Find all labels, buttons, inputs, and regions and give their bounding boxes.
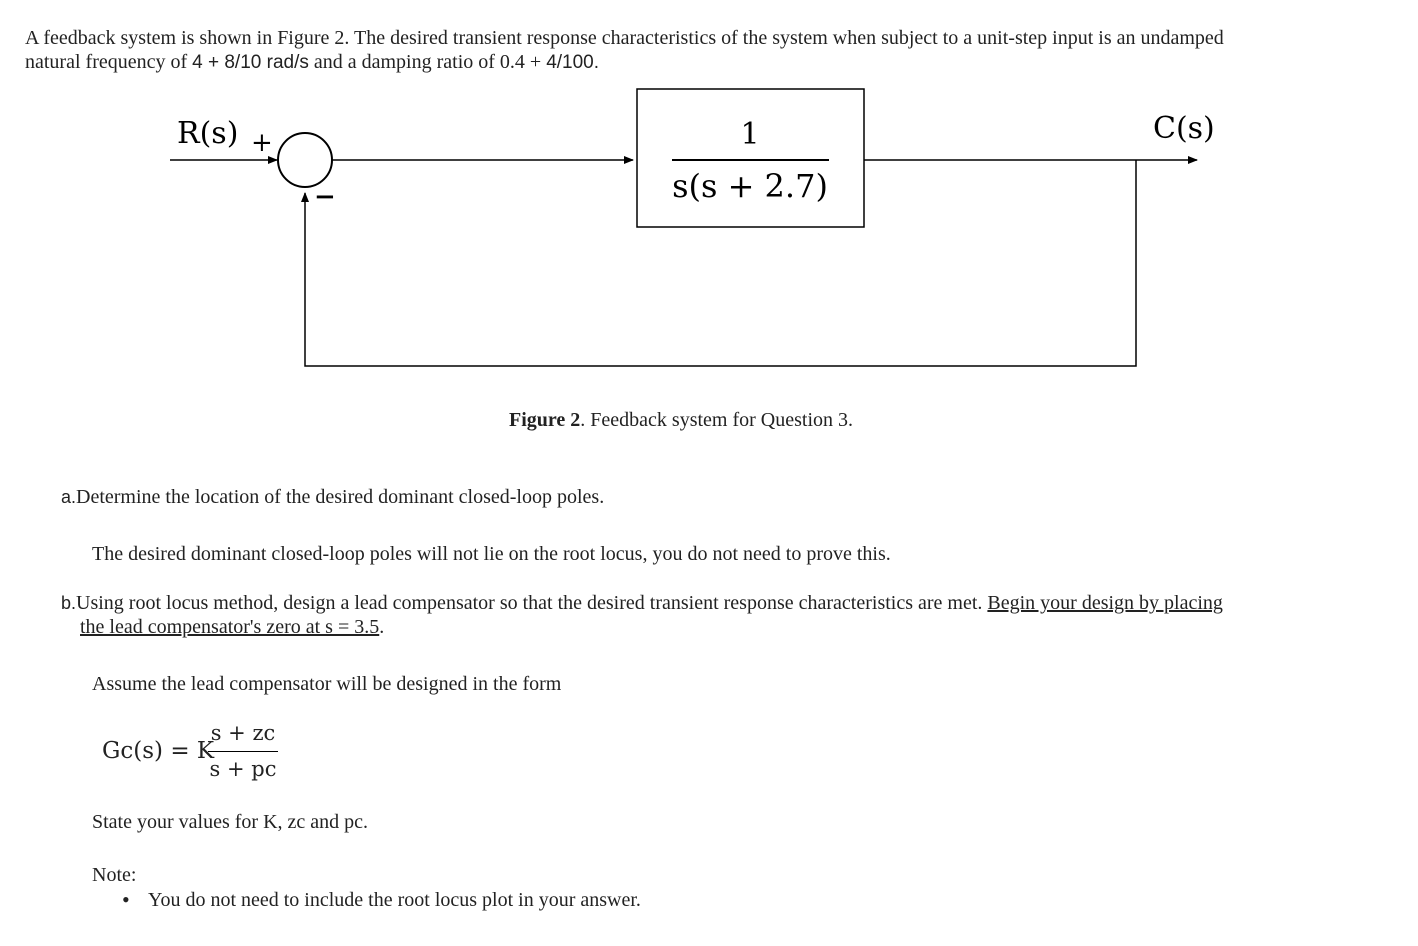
natural-frequency-value: 4 + 8/10 rad/s <box>192 52 309 73</box>
minus-sign: − <box>314 182 336 212</box>
part-a-note: The desired dominant closed-loop poles will not lie on the root locus, you do not need to prove this. <box>92 543 891 565</box>
part-a-text: Determine the location of the desired dominant closed-loop poles. <box>76 486 605 508</box>
part-b-line-2-end: . <box>379 616 385 638</box>
note-list-item: • You do not need to include the root locus plot in your answer. <box>148 888 641 912</box>
figure-caption-rest: . Feedback system for Question 3. <box>580 409 854 431</box>
part-b-text: Using root locus method, design a lead compensator so that the desired transient response characteristics are met. <box>76 592 988 614</box>
tf-numerator: 1 <box>740 117 760 152</box>
part-b-marker: b. <box>61 593 77 613</box>
plus-sign: + <box>251 128 273 158</box>
intro-line-2-start: natural frequency of <box>25 51 193 73</box>
intro-line-1: A feedback system is shown in Figure 2. The desired transient response characteristics of the system when subject to a unit-step input is an undamped <box>25 27 1224 49</box>
state-values-text: State your values for K, zc and pc. <box>92 811 369 833</box>
intro-line-2-mid: and a damping ratio of <box>308 51 500 73</box>
equation-denominator: s + pc <box>209 757 277 781</box>
equation-lhs: Gc(s) = K <box>102 738 215 764</box>
damping-ratio-value: 4/100. <box>546 52 600 73</box>
intro-line-2 <box>25 50 599 75</box>
figure-caption <box>509 408 853 432</box>
note-label: Note: <box>92 864 137 886</box>
part-b-line-2 <box>80 615 384 639</box>
plant-block <box>637 89 864 227</box>
part-a <box>61 485 604 509</box>
part-b-line-1 <box>61 591 1223 615</box>
figure-caption-bold: Figure 2 <box>509 409 581 431</box>
damping-ratio-prefix: 0.4 + <box>499 51 547 73</box>
equation-fraction-bar <box>208 751 278 752</box>
part-b-underlined-1: Begin your design by placing <box>987 592 1223 614</box>
equation-numerator: s + zc <box>210 721 276 745</box>
output-label: C(s) <box>1153 111 1215 146</box>
part-a-marker: a. <box>61 487 77 507</box>
summing-junction <box>278 133 332 187</box>
input-label: R(s) <box>177 116 239 151</box>
feedback-block-diagram <box>0 80 1418 380</box>
assume-text: Assume the lead compensator will be designed in the form <box>92 673 562 695</box>
part-b-underlined-2: the lead compensator's zero at s = 3.5 <box>80 616 380 638</box>
tf-denominator: s(s + 2.7) <box>672 167 828 205</box>
